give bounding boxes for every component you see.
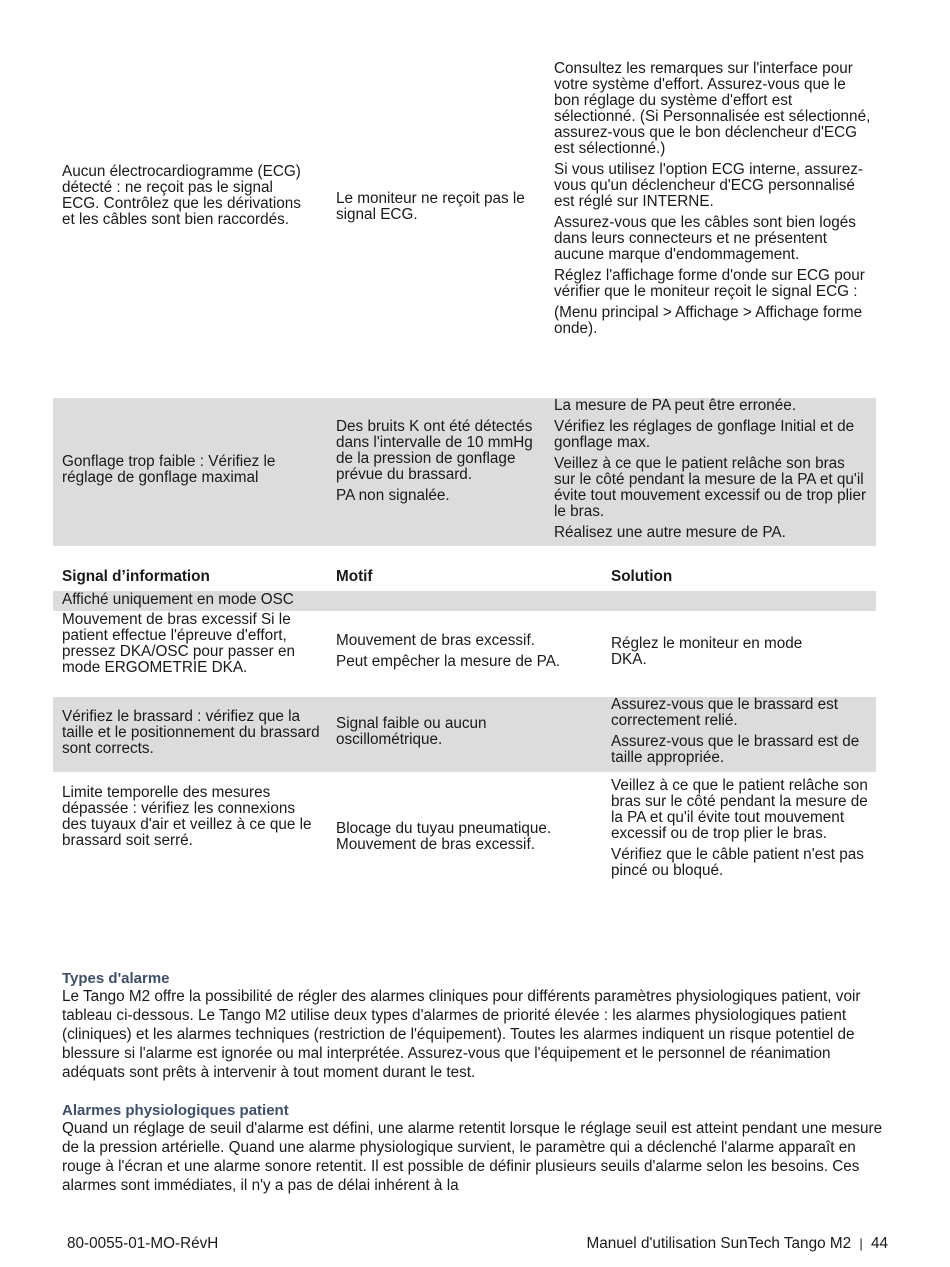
signal-text: Vérifiez le brassard : vérifiez que la taille et le positionnement du brassard sont corrects. [62, 708, 320, 757]
solution-text: Réglez l'affichage forme d'onde sur ECG pour vérifier que le moniteur reçoit le signal ECG : [554, 267, 865, 300]
motif-text: Le moniteur ne reçoit pas le signal ECG. [336, 190, 525, 223]
signal-cell [62, 164, 312, 228]
solution-text: Assurez-vous que le brassard est de taille appropriée. [611, 733, 860, 766]
section-physiological-alarms [62, 1103, 892, 1195]
solution-text: La mesure de PA peut être erronée. [554, 397, 797, 414]
motif-text: Peut empêcher la mesure de PA. [336, 653, 561, 670]
signal-text: Mouvement de bras excessif Si le patient effectue l'épreuve d'effort, pressez DKA/OSC pour passer en mode ERGOMETRIE DKA. [62, 611, 295, 676]
section-body: Le Tango M2 offre la possibilité de régler des alarmes cliniques pour différents paramètres physiologiques patient, voir tableau ci-dessous. Le Tango M2 utilise deux types d'alarmes de priorité élevée : les alarmes physiologiques patient (cliniques) et les alarmes techniques (restriction de l'équipement). Toutes les alarmes indiquent un risque potentiel de blessure si l'alarme est ignorée ou mal interprétée. Assurez-vous que l'équipement et le personnel de réanimation adéquats sont prêts à intervenir à tout moment durant le test. [62, 988, 861, 1081]
solution-text: Vérifiez que le câble patient n'est pas pincé ou bloqué. [611, 846, 864, 879]
solution-text: Consultez les remarques sur l'interface pour votre système d'effort. Assurez-vous que le bon réglage du système d'effort est sélectionné. (Si Personnalisée est sélectionné, assurez-vous que le bon déclencheur d'ECG est sélectionné.) [554, 60, 871, 157]
page-separator: | [859, 1236, 863, 1251]
motif-cell [336, 633, 601, 670]
solution-text: Si vous utilisez l'option ECG interne, assurez-vous qu'un déclencheur d'ECG personnalisé est réglé sur INTERNE. [554, 161, 863, 210]
motif-cell [336, 821, 586, 853]
solution-cell [554, 398, 869, 541]
solution-text: Assurez-vous que le brassard est correctement relié. [611, 696, 839, 729]
solution-text: (Menu principal > Affichage > Affichage forme onde). [554, 304, 863, 337]
section-label: Affiché uniquement en mode OSC [62, 591, 294, 608]
motif-text: Signal faible ou aucun oscillométrique. [336, 715, 487, 748]
solution-text: Vérifiez les réglages de gonflage Initial et de gonflage max. [554, 418, 855, 451]
motif-text: Mouvement de bras excessif. [336, 632, 535, 649]
column-header-signal: Signal d’information [62, 568, 210, 585]
solution-text: Réalisez une autre mesure de PA. [554, 524, 786, 541]
motif-text: PA non signalée. [336, 487, 450, 504]
solution-cell [554, 61, 872, 337]
signal-cell [62, 709, 322, 757]
solution-text: Assurez-vous que les câbles sont bien logés dans leurs connecteurs et ne présentent aucune marque d'endommagement. [554, 214, 856, 263]
signal-cell [62, 785, 312, 849]
signal-text: Limite temporelle des mesures dépassée : vérifiez les connexions des tuyaux d'air et veillez à ce que le brassard soit serré. [62, 784, 312, 849]
signal-cell [62, 454, 312, 486]
signal-text: Gonflage trop faible : Vérifiez le réglage de gonflage maximal [62, 453, 276, 486]
doc-number: 80-0055-01-MO-RévH [67, 1235, 219, 1252]
motif-cell [336, 191, 541, 223]
page-number: 44 [870, 1235, 888, 1252]
solution-cell [611, 697, 873, 766]
motif-text: Blocage du tuyau pneumatique. Mouvement de bras excessif. [336, 820, 552, 853]
section-title: Types d'alarme [62, 970, 170, 987]
solution-text: Réglez le moniteur en mode DKA. [611, 635, 803, 668]
section-title: Alarmes physiologiques patient [62, 1102, 289, 1119]
signal-cell [62, 612, 324, 676]
section-body: Quand un réglage de seuil d'alarme est défini, une alarme retentit lorsque le réglage seuil est atteint pendant une mesure de la pression artérielle. Quand une alarme physiologique survient, le paramètre qui a déclenché l'alarme apparaît en rouge à l'écran et une alarme sonore retentit. Il est possible de définir plusieurs seuils d'alarme selon les besoins. Ces alarmes sont immédiates, il n'y a pas de délai inhérent à la [62, 1120, 883, 1194]
solution-text: Veillez à ce que le patient relâche son bras sur le côté pendant la mesure de la PA et qu'il évite tout mouvement excessif ou de trop plier le bras. [554, 455, 867, 520]
solution-cell [611, 778, 871, 879]
motif-cell [336, 419, 536, 504]
column-header-motif: Motif [336, 568, 373, 585]
motif-text: Des bruits K ont été détectés dans l'intervalle de 10 mmHg de la pression de gonflage prévue du brassard. [336, 418, 533, 483]
solution-text: Veillez à ce que le patient relâche son bras sur le côté pendant la mesure de la PA et qu'il évite tout mouvement excessif ou de trop plier le bras. [611, 777, 868, 842]
signal-text: Aucun électrocardiogramme (ECG) détecté : ne reçoit pas le signal ECG. Contrôlez que les dérivations et les câbles sont bien raccordés. [62, 163, 301, 228]
column-header-solution: Solution [611, 568, 673, 585]
manual-title: Manuel d'utilisation SunTech Tango M2 [586, 1235, 852, 1252]
section-alarm-types [62, 971, 892, 1082]
motif-cell [336, 716, 536, 748]
footer-right [587, 1236, 888, 1252]
solution-cell [611, 636, 841, 668]
